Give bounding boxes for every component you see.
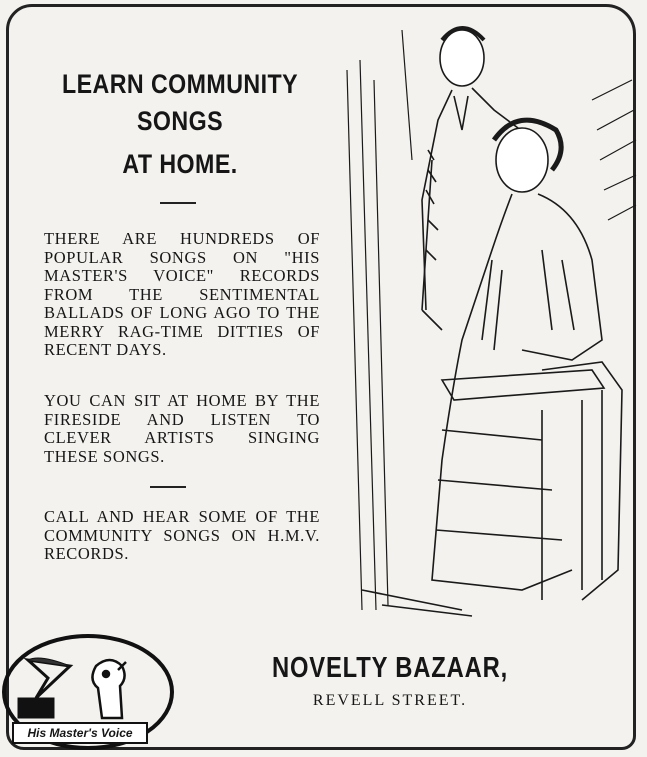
gramophone-icon (18, 658, 70, 718)
divider-2 (150, 486, 186, 488)
store-name: NOVELTY BAZAAR, (271, 652, 509, 684)
headline (42, 66, 317, 183)
logo-caption: His Master's Voice (12, 722, 148, 744)
paragraph-call: CALL AND HEAR SOME OF THE COMMUNITY SONGS ON H.M.V. RECORDS. (44, 507, 320, 563)
headline-line-1: LEARN COMMUNITY (61, 69, 299, 99)
paragraph-records: THERE ARE HUNDREDS OF POPULAR SONGS ON "HIS MASTER'S VOICE" RECORDS FROM THE SENTIMENTAL BALLADS OF LONG AGO TO THE MERRY RAG-TIME DITTIES OF RECENT DAYS. (44, 229, 320, 359)
headline-line-2: SONGS (136, 106, 224, 136)
headline-line-3: AT HOME. (122, 149, 238, 179)
divider-1 (160, 202, 196, 204)
store-address: REVELL STREET. (312, 692, 468, 709)
floor-lines (362, 590, 472, 616)
woman-figure (432, 120, 622, 600)
dog-nipper-icon (92, 660, 126, 718)
background-hatching (347, 30, 636, 610)
couple-illustration (342, 10, 638, 620)
chair (442, 370, 604, 600)
paragraph-fireside: YOU CAN SIT AT HOME BY THE FIRESIDE AND LISTEN TO CLEVER ARTISTS SINGING THESE SONGS. (44, 391, 320, 466)
